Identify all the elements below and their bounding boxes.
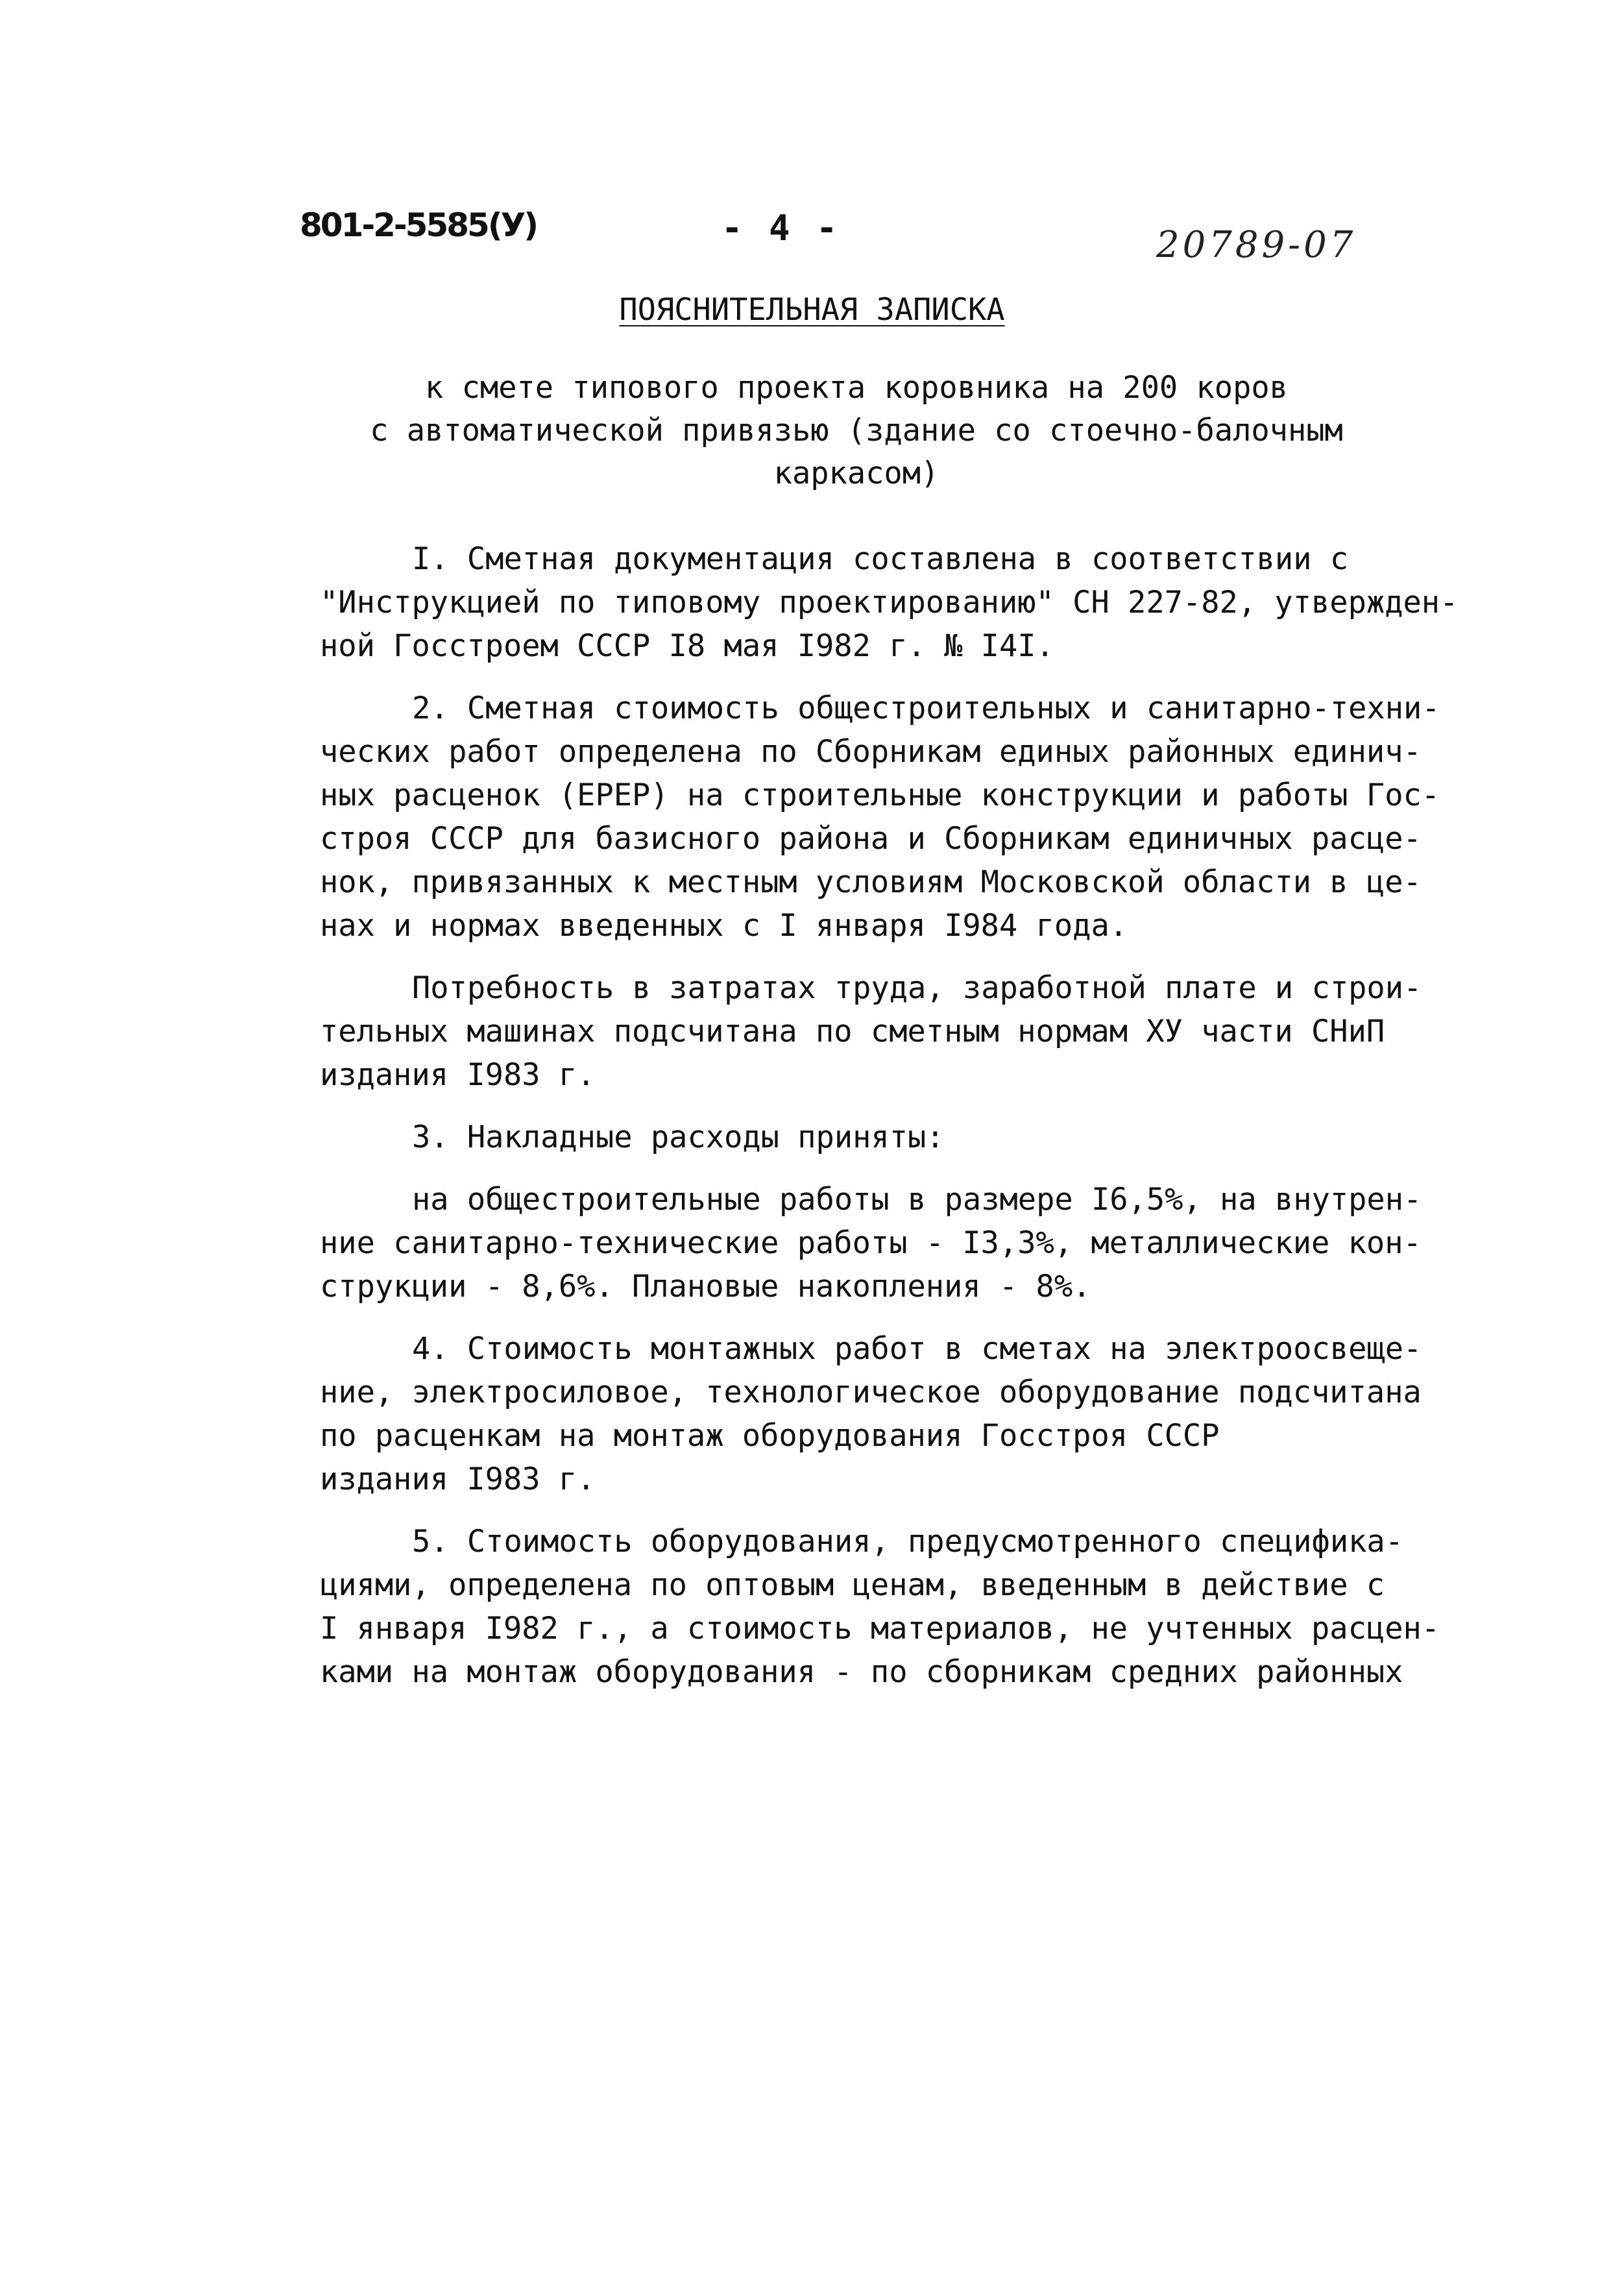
text-line: 2. Сметная стоимость общестроительных и санитарно-техни- <box>412 691 1440 726</box>
subtitle-line: каркасом) <box>773 456 939 491</box>
text-line: Потребность в затратах труда, заработной плате и строи- <box>412 970 1422 1006</box>
text-line: строя СССР для базисного района и Сборникам единичных расце- <box>320 821 1422 857</box>
page-number: - 4 - <box>721 208 840 249</box>
paragraph-3 <box>320 1116 1475 1159</box>
text-line: циями, определена по оптовым ценам, введенным в действие с <box>320 1567 1385 1603</box>
subtitle-line: с автоматической привязью (здание со стоечно-балочным <box>370 413 1343 448</box>
text-line: издания I983 г. <box>320 1057 596 1093</box>
text-line: нок, привязанных к местным условиям Московской области в це- <box>320 864 1422 900</box>
text-line: на общестроительные работы в размере I6,5%, на внутрен- <box>412 1182 1422 1217</box>
text-line: I января I982 г., а стоимость материалов, не учтенных расцен- <box>320 1611 1440 1646</box>
paragraph-labor <box>320 966 1475 1097</box>
document-title: ПОЯСНИТЕЛЬНАЯ ЗАПИСКА <box>619 292 1005 328</box>
paragraph-5 <box>320 1520 1475 1694</box>
subtitle-line: к смете типового проекта коровника на 200 коров <box>425 370 1288 406</box>
text-line: ками на монтаж оборудования - по сборникам средних районных <box>320 1654 1403 1690</box>
text-line: ние санитарно-технические работы - I3,3%, металлические кон- <box>320 1225 1422 1261</box>
text-line: ной Госстроем СССР I8 мая I982 г. № I4I. <box>320 628 1054 664</box>
text-line: 4. Стоимость монтажных работ в сметах на электроосвеще- <box>412 1331 1422 1367</box>
text-line: издания I983 г. <box>320 1461 596 1497</box>
text-line: струкции - 8,6%. Плановые накопления - 8%. <box>320 1269 1091 1304</box>
text-line: тельных машинах подсчитана по сметным нормам ХУ части СНиП <box>320 1014 1385 1049</box>
text-line: I. Сметная документация составлена в соответствии с <box>412 541 1349 577</box>
text-line: 3. Накладные расходы приняты: <box>412 1119 945 1155</box>
paragraph-1 <box>320 537 1475 668</box>
paragraph-4 <box>320 1327 1475 1501</box>
text-line: по расценкам на монтаж оборудования Госстроя СССР <box>320 1418 1220 1454</box>
paragraph-overhead-rates <box>320 1178 1475 1308</box>
text-line: ческих работ определена по Сборникам единых районных единич- <box>320 734 1422 770</box>
text-line: ных расценок (ЕРЕР) на строительные конструкции и работы Гос- <box>320 777 1440 813</box>
text-line: нах и нормах введенных с I января I984 года. <box>320 908 1128 944</box>
document-body <box>320 537 1475 1713</box>
text-line: 5. Стоимость оборудования, предусмотренного специфика- <box>412 1524 1404 1559</box>
document-subtitle <box>324 367 1388 495</box>
text-line: ние, электросиловое, технологическое оборудование подсчитана <box>320 1375 1422 1410</box>
text-line: "Инструкцией по типовому проектированию" СН 227-82, утвержден- <box>320 585 1459 620</box>
handwritten-number: 20789-07 <box>1156 224 1357 266</box>
paragraph-2 <box>320 687 1475 948</box>
document-code: 801-2-5585(У) <box>300 206 537 244</box>
